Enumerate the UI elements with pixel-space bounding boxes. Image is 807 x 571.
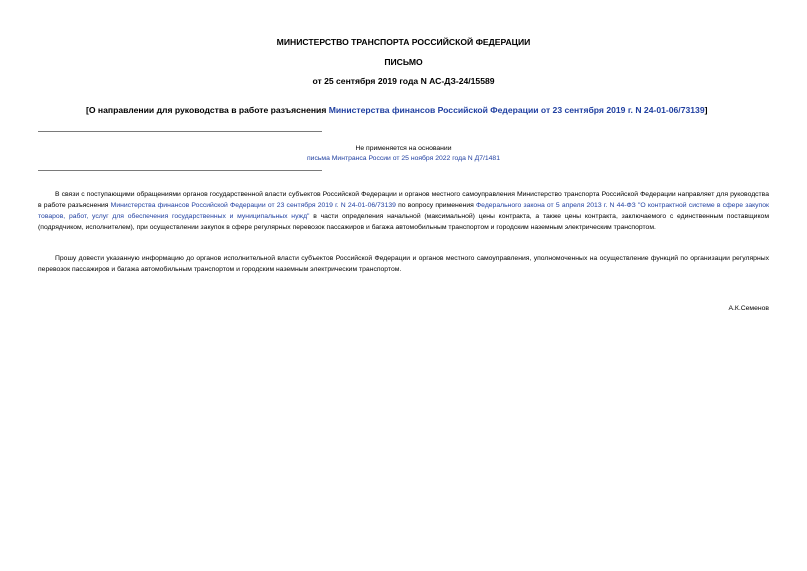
divider-top <box>38 131 322 132</box>
paragraph-text: В связи с поступающими обращениями органов государственной власти субъектов Российской Федерации и органов местного самоуправления Министерство транспорта Российской Федерации направляет для руководства в работе разъяснения <box>38 191 769 209</box>
paragraph-text: по вопросу применения <box>395 202 477 209</box>
body-paragraph-1 <box>38 189 769 233</box>
signature: А.К.Семенов <box>728 305 769 312</box>
divider-bottom <box>38 170 322 171</box>
document-title-suffix: ] <box>704 105 708 115</box>
status-notice: Не применяется на основании <box>355 145 452 152</box>
status-notice-link[interactable]: письма Минтранса России от 25 ноября 2022 года N Д7/1481 <box>306 155 500 162</box>
minfin-clarification-link[interactable]: Министерства финансов Российской Федерации от 23 сентября 2019 г. N 24-01-06/73139 <box>110 202 396 209</box>
document-title <box>86 105 707 116</box>
federal-law-44-link[interactable]: Федерального закона от 5 апреля 2013 г. N 44-ФЗ "О контрактной системе в сфере закупок товаров, работ, услуг для обеспечения государственных и муниципальных нужд" <box>38 202 769 220</box>
ministry-heading: МИНИСТЕРСТВО ТРАНСПОРТА РОССИЙСКОЙ ФЕДЕРАЦИИ <box>276 37 531 47</box>
title-ministry-link[interactable]: Министерства финансов Российской Федерации от 23 сентября 2019 г. N 24-01-06/73139 <box>328 105 705 115</box>
paragraph-text: в части определения начальной (максимальной) цены контракта, а также цены контракта, заключаемого с единственным поставщиком (подрядчиком, исполнителем), при осуществлении закупок в сфере регулярных перевозок пассажиров и багажа автомобильным транспортом и городским наземным электрическим транспортом. <box>38 213 769 231</box>
document-type-heading: ПИСЬМО <box>384 57 423 67</box>
body-paragraph-2: Прошу довести указанную информацию до органов исполнительной власти субъектов Российской Федерации и органов местного самоуправления, уполномоченных на осуществление функций по организации регулярных перевозок пассажиров и багажа автомобильным транспортом и городским наземным электрическим транспортом. <box>38 255 769 273</box>
document-title-prefix: [О направлении для руководства в работе разъяснения <box>86 105 329 115</box>
document-date-number: от 25 сентября 2019 года N АС-ДЗ-24/15589 <box>312 76 495 86</box>
